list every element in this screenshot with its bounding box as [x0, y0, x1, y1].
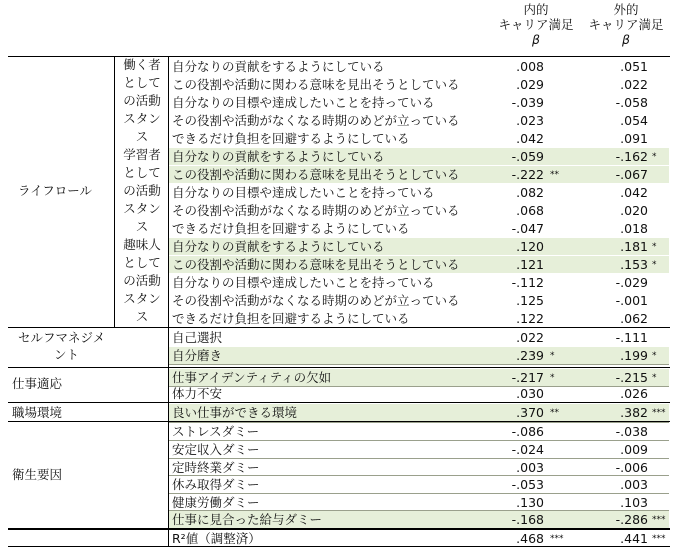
category-self-management-line1: セルフマネジメ: [18, 330, 106, 345]
value-intrinsic: .008: [516, 59, 544, 74]
value-extrinsic: .054: [620, 113, 648, 128]
value-extrinsic: .018: [620, 221, 648, 236]
value-extrinsic: .153: [620, 257, 648, 272]
stance-learner-line1: 学習者: [123, 147, 161, 162]
value-intrinsic: -.222: [511, 167, 544, 182]
value-intrinsic: .125: [516, 293, 544, 308]
row-label: 定時終業ダミー: [172, 460, 260, 475]
value-extrinsic: .441: [620, 531, 648, 546]
row-label: 仕事に見合った給与ダミー: [172, 512, 323, 527]
row-label: 自分なりの目標や達成したいことを持っている: [172, 275, 435, 290]
label-divider: [168, 56, 169, 546]
category-self-management: [18, 329, 105, 363]
row-label: 良い仕事ができる環境: [172, 405, 298, 420]
stance-worker-line1: 働く者: [123, 57, 161, 72]
stance-learner-line2: として: [123, 165, 161, 180]
value-intrinsic: .239: [516, 348, 544, 363]
value-extrinsic: .009: [620, 442, 648, 457]
sig-extrinsic: *: [652, 242, 657, 252]
header-extrinsic-beta: β: [622, 32, 630, 47]
sig-extrinsic: ***: [652, 515, 666, 525]
stance-learner: [114, 146, 170, 236]
category-self-management-line2: ント: [54, 347, 80, 362]
category-life-role: ライフロール: [18, 183, 93, 198]
value-intrinsic: -.024: [511, 442, 544, 457]
value-intrinsic: -.086: [511, 424, 544, 439]
value-extrinsic: -.067: [615, 167, 648, 182]
row-label: その役割や活動がなくなる時期のめどが立っている: [172, 203, 460, 218]
section-rule-self-management: [8, 327, 670, 328]
sig-intrinsic: *: [550, 373, 555, 383]
value-intrinsic: .122: [516, 311, 544, 326]
stance-hobbyist-line3: の活動: [123, 273, 161, 288]
row-label: 仕事アイデンティティの欠如: [172, 370, 332, 385]
header-intrinsic-line2: キャリア満足: [498, 17, 574, 32]
value-extrinsic: .003: [620, 477, 648, 492]
stance-learner-line5: ス: [135, 219, 149, 234]
value-extrinsic: -.058: [615, 95, 648, 110]
stance-worker: [114, 56, 170, 146]
value-intrinsic: .003: [516, 460, 544, 475]
row-label: R²値（調整済）: [172, 531, 261, 546]
value-intrinsic: -.039: [511, 95, 544, 110]
value-intrinsic: .042: [516, 131, 544, 146]
value-extrinsic: .042: [620, 185, 648, 200]
header-rule: [8, 56, 670, 57]
sig-intrinsic: *: [550, 351, 555, 361]
header-intrinsic-beta: β: [532, 32, 540, 47]
sig-extrinsic: ***: [652, 408, 666, 418]
value-intrinsic: .029: [516, 77, 544, 92]
section-rule-adaptation: [8, 367, 670, 368]
row-label: できるだけ負担を回避するようにしている: [172, 311, 410, 326]
value-intrinsic: .370: [516, 405, 544, 420]
row-label: 健康労働ダミー: [172, 495, 260, 510]
row-label: 体力不安: [172, 386, 223, 401]
row-rule: [169, 364, 669, 365]
sig-intrinsic: **: [550, 408, 559, 418]
value-intrinsic: .082: [516, 185, 544, 200]
column-header-extrinsic: [584, 2, 668, 47]
row-label: この役割や活動に関わる意味を見出そうとしている: [172, 167, 460, 182]
column-header-intrinsic: [494, 2, 578, 47]
stance-divider: [114, 56, 115, 328]
value-extrinsic: .062: [620, 311, 648, 326]
sig-intrinsic: ***: [550, 534, 564, 544]
value-extrinsic: -.111: [615, 330, 648, 345]
stance-hobbyist-line1: 趣味人: [123, 237, 161, 252]
stance-worker-line5: ス: [135, 129, 149, 144]
value-extrinsic: -.162: [615, 149, 648, 164]
value-extrinsic: .103: [620, 495, 648, 510]
value-intrinsic: -.112: [511, 275, 544, 290]
row-label: 自分なりの目標や達成したいことを持っている: [172, 95, 435, 110]
value-intrinsic: .121: [516, 257, 544, 272]
row-highlight: [169, 347, 669, 364]
value-extrinsic: .026: [620, 386, 648, 401]
table-bottom-rule: [8, 546, 670, 547]
row-label: 安定収入ダミー: [172, 442, 260, 457]
value-extrinsic: .181: [620, 239, 648, 254]
header-extrinsic-line1: 外的: [613, 2, 639, 17]
stance-hobbyist: [114, 236, 170, 326]
row-label: 休み取得ダミー: [172, 477, 260, 492]
value-extrinsic: -.029: [615, 275, 648, 290]
value-intrinsic: .120: [516, 239, 544, 254]
row-label: この役割や活動に関わる意味を見出そうとしている: [172, 257, 460, 272]
header-extrinsic-line2: キャリア満足: [588, 17, 664, 32]
value-intrinsic: .023: [516, 113, 544, 128]
row-label: 自分なりの目標や達成したいことを持っている: [172, 185, 435, 200]
value-extrinsic: .051: [620, 59, 648, 74]
value-intrinsic: .130: [516, 495, 544, 510]
section-rule-hygiene: [8, 421, 670, 422]
stance-worker-line3: の活動: [123, 93, 161, 108]
category-hygiene: 衛生要因: [12, 467, 63, 482]
row-label: 自分磨き: [172, 348, 223, 363]
value-extrinsic: .382: [620, 405, 648, 420]
value-intrinsic: -.217: [511, 370, 544, 385]
stance-hobbyist-line4: スタン: [123, 291, 161, 306]
sig-extrinsic: *: [652, 152, 657, 162]
row-label: できるだけ負担を回避するようにしている: [172, 131, 410, 146]
value-intrinsic: -.047: [511, 221, 544, 236]
row-label: 自分なりの貢献をするようにしている: [172, 239, 385, 254]
row-label: その役割や活動がなくなる時期のめどが立っている: [172, 113, 460, 128]
sig-extrinsic: *: [652, 260, 657, 270]
value-extrinsic: .020: [620, 203, 648, 218]
row-label: ストレスダミー: [172, 424, 260, 439]
value-extrinsic: .091: [620, 131, 648, 146]
category-adaptation: 仕事適応: [12, 376, 63, 391]
value-intrinsic: -.059: [511, 149, 544, 164]
stance-hobbyist-line2: として: [123, 255, 161, 270]
value-extrinsic: -.001: [615, 293, 648, 308]
value-intrinsic: .068: [516, 203, 544, 218]
sig-extrinsic: *: [652, 373, 657, 383]
value-intrinsic: -.168: [511, 512, 544, 527]
row-label: 自己選択: [172, 330, 223, 345]
row-label: 自分なりの貢献をするようにしている: [172, 149, 385, 164]
value-intrinsic: -.053: [511, 477, 544, 492]
value-intrinsic: .468: [516, 531, 544, 546]
value-intrinsic: .022: [516, 330, 544, 345]
value-extrinsic: -.286: [615, 512, 648, 527]
stance-worker-line4: スタン: [123, 111, 161, 126]
value-extrinsic: .022: [620, 77, 648, 92]
stance-learner-line3: の活動: [123, 183, 161, 198]
value-extrinsic: .199: [620, 348, 648, 363]
value-extrinsic: -.038: [615, 424, 648, 439]
stance-learner-line4: スタン: [123, 201, 161, 216]
row-label: この役割や活動に関わる意味を見出そうとしている: [172, 77, 460, 92]
sig-extrinsic: ***: [652, 534, 666, 544]
section-rule-r2: [8, 528, 670, 530]
value-extrinsic: -.006: [615, 460, 648, 475]
sig-extrinsic: *: [652, 351, 657, 361]
row-label: できるだけ負担を回避するようにしている: [172, 221, 410, 236]
header-intrinsic-line1: 内的: [523, 2, 549, 17]
stance-worker-line2: として: [123, 75, 161, 90]
value-intrinsic: .030: [516, 386, 544, 401]
row-label: その役割や活動がなくなる時期のめどが立っている: [172, 293, 460, 308]
value-extrinsic: -.215: [615, 370, 648, 385]
category-environment: 職場環境: [12, 405, 63, 420]
stance-hobbyist-line5: ス: [135, 309, 149, 324]
row-label: 自分なりの貢献をするようにしている: [172, 59, 385, 74]
section-rule-environment: [8, 402, 670, 403]
sig-intrinsic: **: [550, 170, 559, 180]
